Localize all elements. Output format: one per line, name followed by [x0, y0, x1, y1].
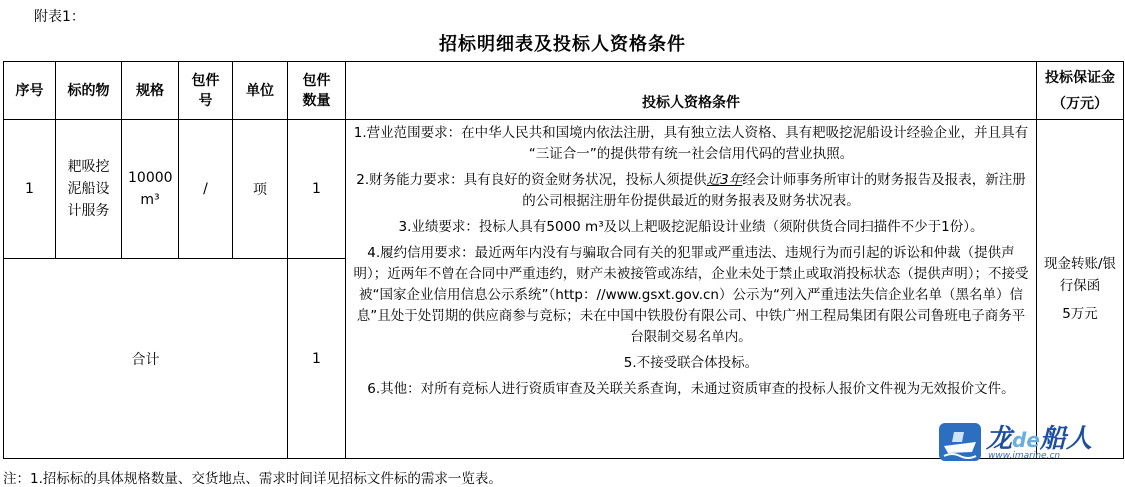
ship-logo-icon: [938, 422, 982, 462]
header-subject: 标的物: [56, 62, 122, 120]
watermark-text-a: 龙: [986, 424, 1013, 454]
watermark-text-b: 船人: [1039, 424, 1092, 454]
item-row: [4, 120, 1124, 259]
header-bond: [1037, 62, 1124, 120]
watermark-text-de: de: [1012, 428, 1040, 452]
cell-package-no: /: [179, 120, 233, 259]
requirement-credit: 4.履约信用要求：最近两年内没有与骗取合同有关的犯罪或严重违法、违规行为而引起的诉讼和仲裁（提供声明）；近两年不曾在合同中严重违约，财产未被接管或冻结，企业未处于禁止或取消投标状态（提供声明）；不接受被“国家企业信用信息公示系统”（http：//www.gsxt.gov.cn）公示为“列入严重违法失信企业名单（黑名单）信息”且处于处罚期的供应商参与竞标；未在中国中铁股份有限公司、中铁广州工程局集团有限公司鲁班电子商务平台限制交易名单内。: [353, 245, 1029, 345]
requirement-no-consortium: 5.不接受联合体投标。: [623, 355, 759, 371]
header-bond-unit: （万元）: [1052, 95, 1108, 112]
cell-unit: 项: [233, 120, 288, 259]
cell-bond: [1037, 120, 1124, 459]
watermark: [938, 418, 1106, 466]
requirement-financial-a: 2.财务能力要求：具有良好的资金财务状况，投标人须提供: [356, 172, 707, 188]
cell-seq: 1: [4, 120, 56, 259]
requirement-performance: 3.业绩要求：投标人具有5000 m³及以上耙吸挖泥船设计业绩（须附供货合同扫描件不少于1份）。: [398, 219, 984, 235]
annex-label: 附表1：: [34, 9, 85, 25]
header-conditions: 投标人资格条件: [346, 62, 1037, 120]
header-seq: 序号: [4, 62, 56, 120]
requirement-financial: [352, 170, 1030, 212]
header-bond-label: 投标保证金: [1045, 69, 1115, 86]
bond-method: 现金转账/银行保函: [1043, 256, 1117, 294]
watermark-text: [986, 418, 1092, 455]
requirement-business-scope: 1.营业范围要求：在中华人民共和国境内依法注册，具有独立法人资格、具有耙吸挖泥船设计经验企业，并且具有 “三证合一”的提供带有统一社会信用代码的营业执照。: [353, 125, 1029, 162]
cell-total-qty: 1: [288, 259, 346, 459]
header-package-no: 包件号: [179, 62, 233, 120]
bond-amount: 5万元: [1062, 306, 1098, 322]
header-unit: 单位: [233, 62, 288, 120]
requirement-other: 6.其他：对所有竞标人进行资质审查及关联关系查询，未通过资质审查的投标人报价文件视为无效报价文件。: [367, 381, 1015, 397]
cell-subject: 耙吸挖泥船设计服务: [56, 120, 122, 259]
footnote: 注：1.招标标的具体规格数量、交货地点、需求时间详见招标文件标的需求一览表。: [3, 471, 502, 487]
header-spec: 规格: [122, 62, 179, 120]
cell-total-label: 合计: [4, 259, 288, 459]
requirement-financial-years: 近3年: [706, 172, 743, 188]
cell-spec: 10000 m³: [122, 120, 179, 259]
cell-conditions: [346, 120, 1037, 459]
header-package-qty: 包件数量: [288, 62, 346, 120]
tender-table: [3, 61, 1124, 459]
requirement-financial-b: 经会计师事务所审计的财务报告及报表，新注册的公司根据注册年份提供最近的财务报表及财务状况表。: [522, 172, 1026, 209]
watermark-url: www.imarine.cn: [988, 451, 1061, 461]
cell-package-qty: 1: [288, 120, 346, 259]
page-title: 招标明细表及投标人资格条件: [439, 34, 686, 55]
header-row: [4, 62, 1124, 120]
